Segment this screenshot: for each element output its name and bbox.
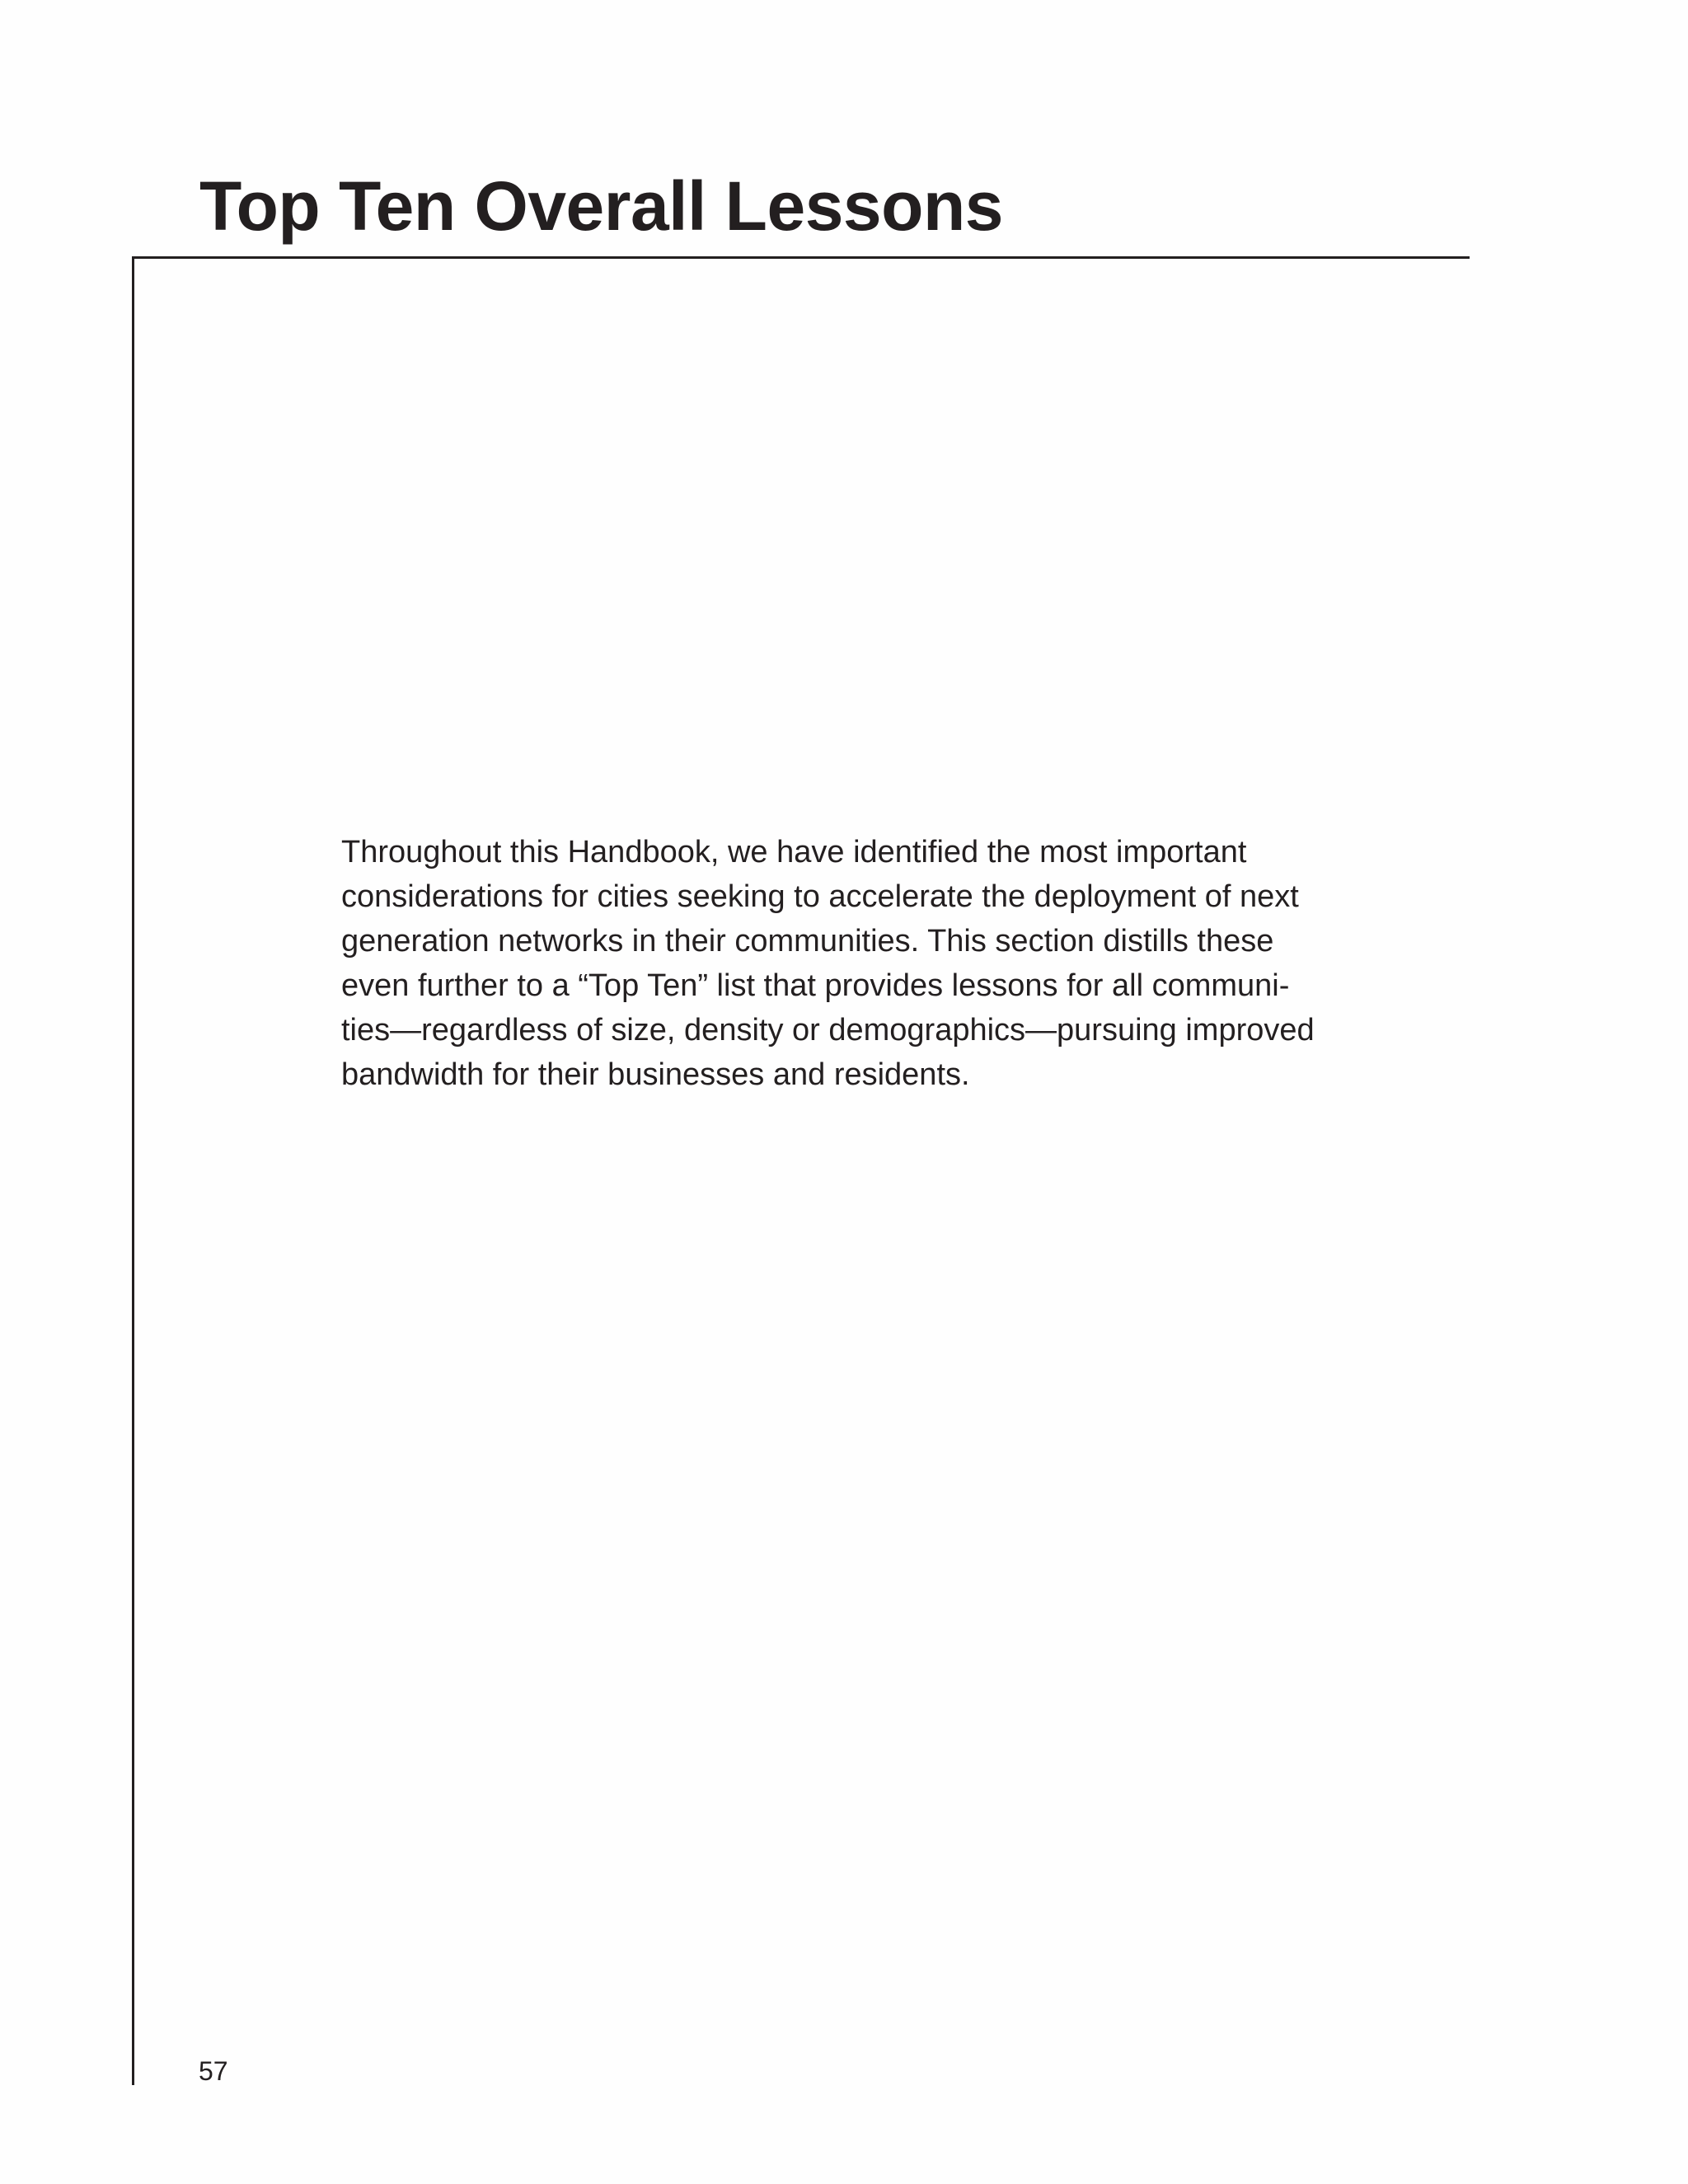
intro-line: even further to a “Top Ten” list that provides lessons for all communi- (341, 968, 1290, 1003)
intro-line: bandwidth for their businesses and residents. (341, 1057, 970, 1092)
intro-paragraph (341, 830, 1372, 1097)
side-rule (132, 256, 134, 2085)
intro-line: generation networks in their communities. This section distills these (341, 924, 1274, 958)
page-title: Top Ten Overall Lessons (199, 167, 1003, 245)
page-number: 57 (199, 2056, 228, 2086)
intro-line: considerations for cities seeking to accelerate the deployment of next (341, 879, 1299, 914)
intro-line: ties—regardless of size, density or demographics—pursuing improved (341, 1013, 1315, 1047)
intro-line: Throughout this Handbook, we have identified the most important (341, 835, 1247, 869)
title-rule (132, 256, 1470, 259)
